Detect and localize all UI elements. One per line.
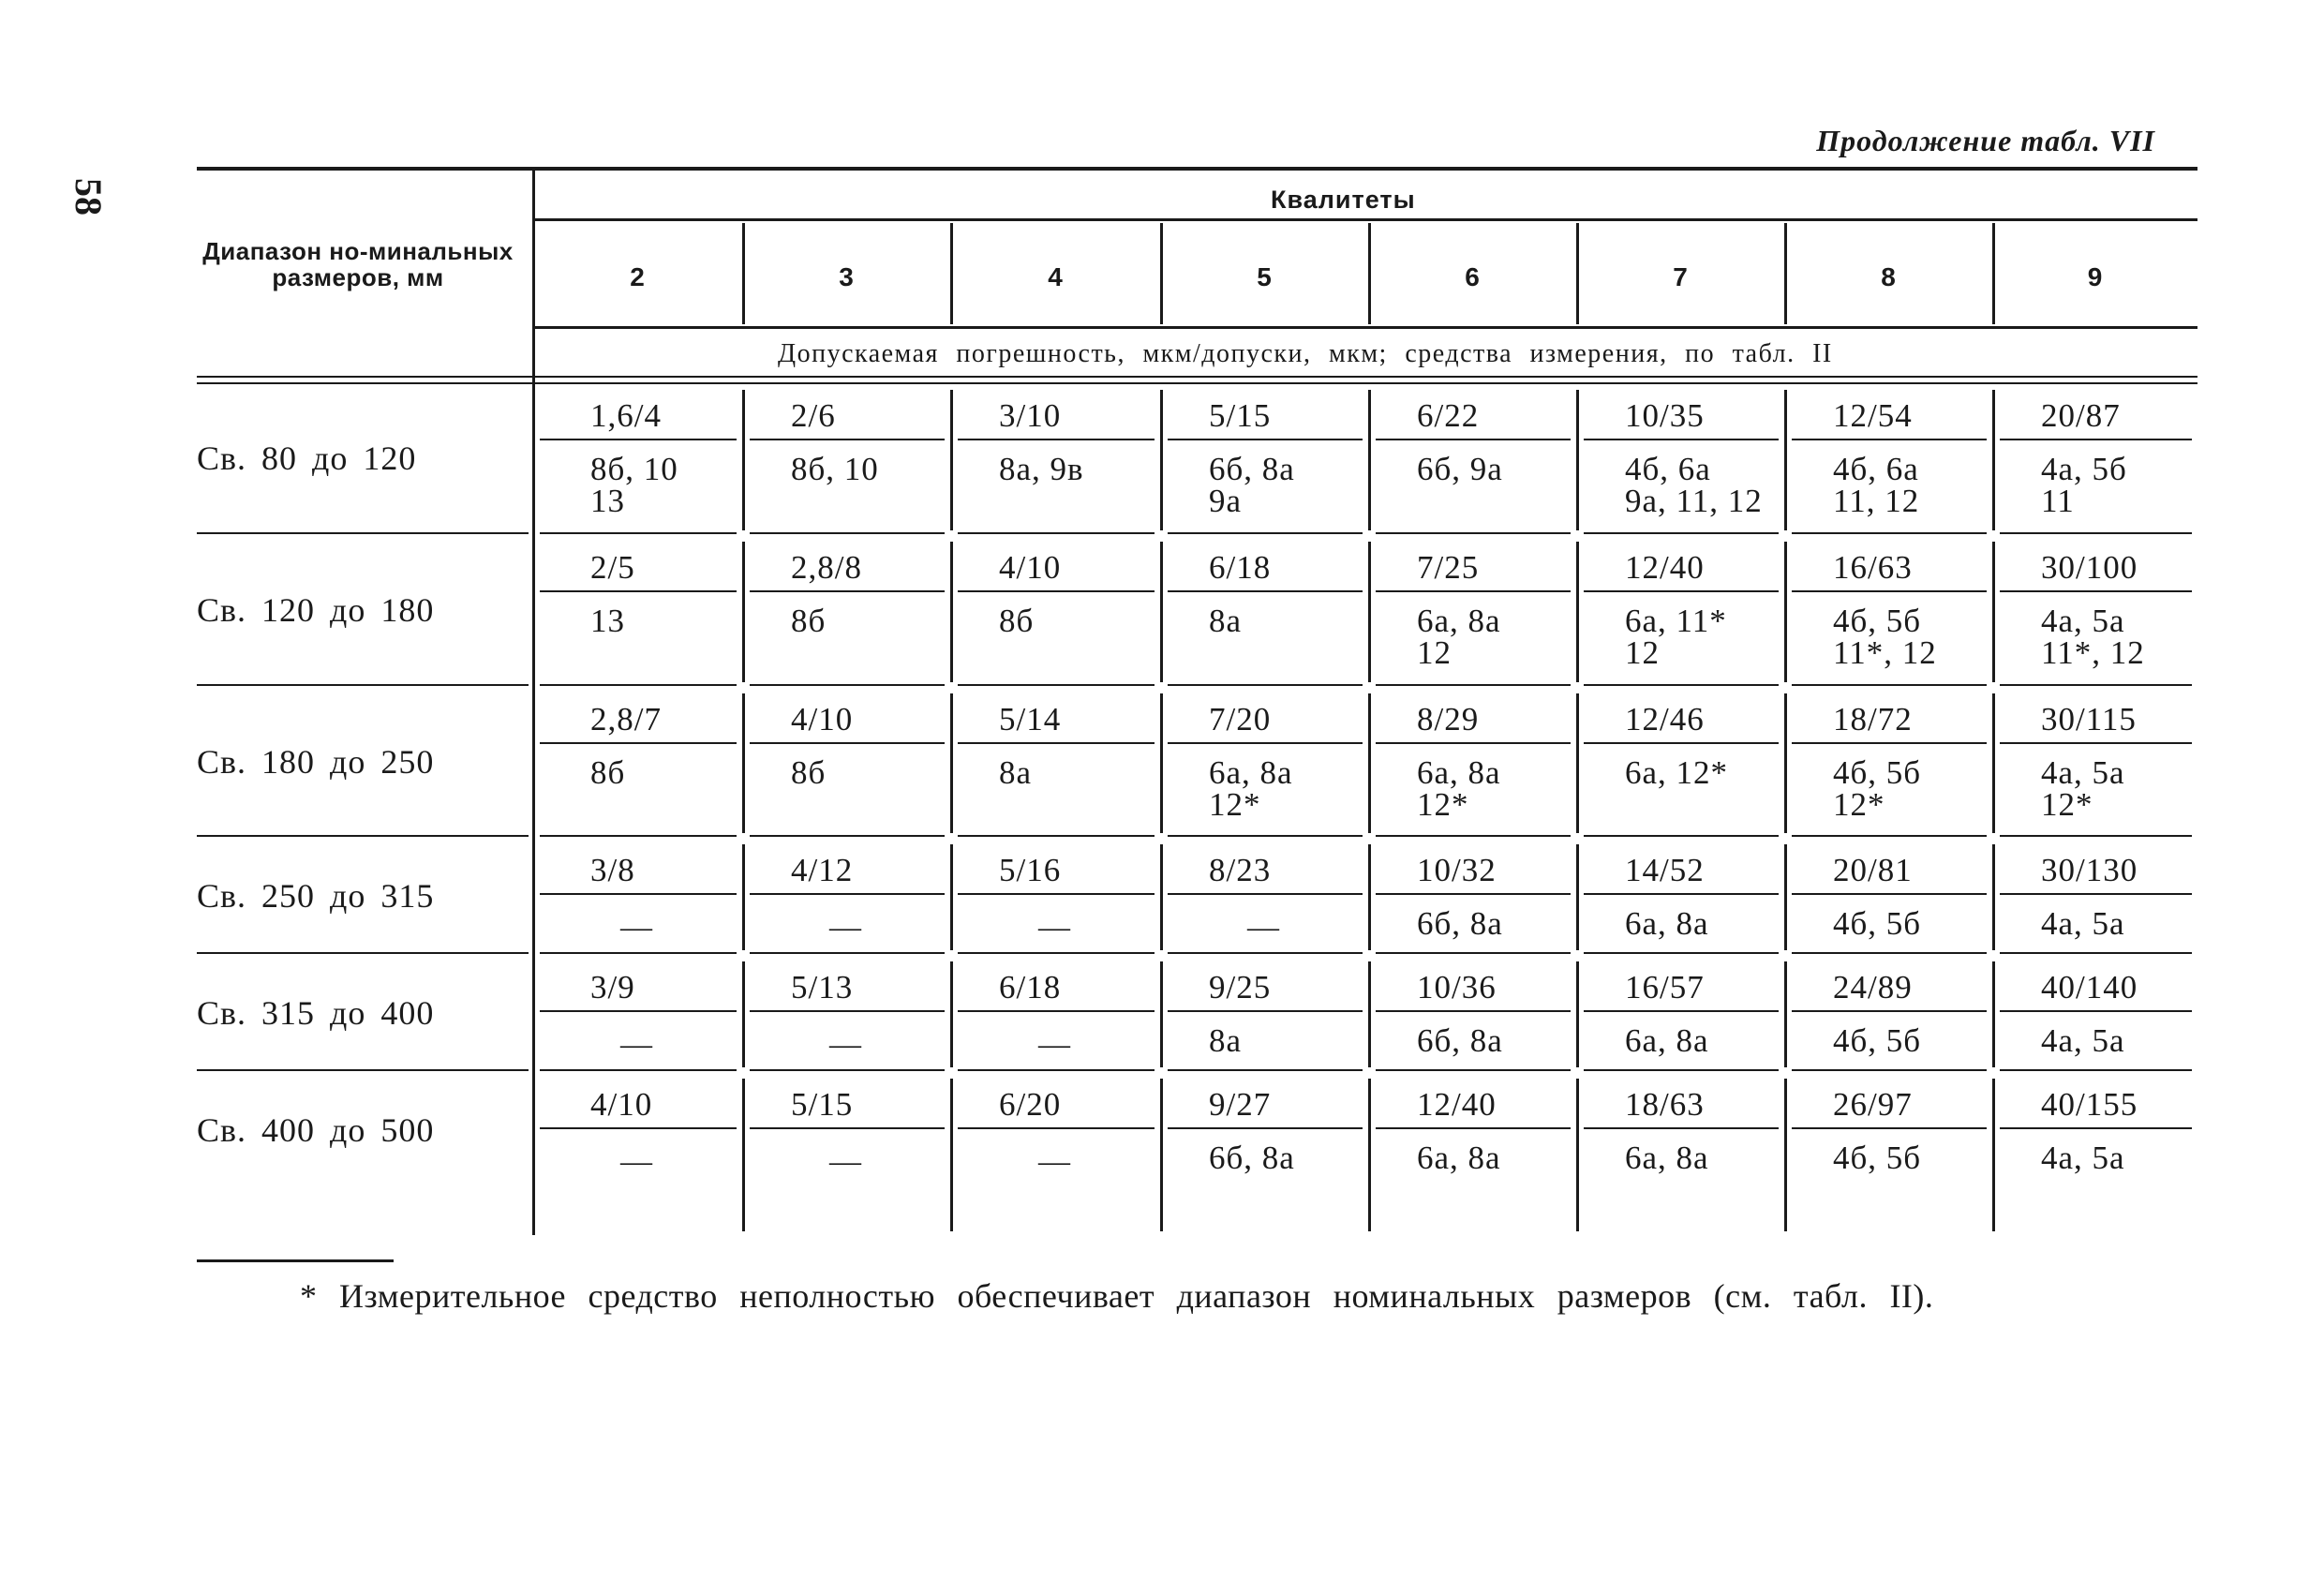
- measurement-means: 6а, 8а: [1625, 1022, 1709, 1059]
- tolerance-value: 9/27: [1209, 1086, 1272, 1123]
- range-label: Св. 120 до 180: [197, 591, 435, 629]
- tolerance-value: 40/140: [2041, 969, 2138, 1006]
- rule-line: [750, 684, 945, 686]
- column-divider: [1160, 1079, 1163, 1231]
- column-divider: [950, 542, 953, 682]
- subheader-measurement-note: Допускаемая погрешность, мкм/допуски, мкм; средства измерения, по табл. II: [778, 339, 1833, 368]
- quality-header-7: 7: [1673, 262, 1688, 291]
- page-number: 58: [67, 178, 110, 216]
- rule-line: [1584, 590, 1779, 592]
- rule-line: [197, 167, 2197, 171]
- column-divider: [1160, 961, 1163, 1067]
- tolerance-value: 20/87: [2041, 397, 2121, 434]
- tolerance-value: 30/130: [2041, 852, 2138, 888]
- tolerance-value: 5/13: [791, 969, 854, 1006]
- rule-line: [1792, 1010, 1987, 1012]
- rule-line: [1584, 1127, 1779, 1129]
- column-divider: [1992, 693, 1995, 833]
- quality-header-3: 3: [839, 262, 854, 291]
- tolerance-value: 18/72: [1833, 701, 1913, 737]
- table-continuation-caption: Продолжение табл. VII: [1816, 124, 2155, 157]
- measurement-means: 6а, 8а 12: [1417, 603, 1501, 671]
- column-divider: [950, 1079, 953, 1231]
- tolerance-value: 12/46: [1625, 701, 1705, 737]
- empty-dash: —: [829, 910, 861, 945]
- rule-line: [958, 952, 1155, 954]
- rule-line: [750, 835, 945, 837]
- rule-line: [750, 1069, 945, 1071]
- rule-line: [540, 742, 737, 744]
- tolerance-value: 6/18: [999, 969, 1062, 1006]
- measurement-means: 4б, 5б: [1833, 1140, 1922, 1176]
- column-divider: [1576, 390, 1579, 530]
- tolerance-value: 30/100: [2041, 549, 2138, 586]
- tolerance-value: 6/20: [999, 1086, 1062, 1123]
- tolerance-value: 2,8/8: [791, 549, 862, 586]
- rule-line: [1792, 1127, 1987, 1129]
- column-divider: [1576, 961, 1579, 1067]
- rule-line: [1376, 1010, 1571, 1012]
- rule-line: [1168, 439, 1363, 440]
- measurement-means: 4б, 6а 9а, 11, 12: [1625, 451, 1763, 519]
- rule-line: [1168, 893, 1363, 895]
- measurement-means: 8б: [999, 603, 1035, 639]
- tolerance-value: 12/40: [1625, 549, 1705, 586]
- rule-line: [1168, 684, 1363, 686]
- quality-header-6: 6: [1465, 262, 1480, 291]
- column-divider: [1576, 542, 1579, 682]
- column-divider: [1160, 693, 1163, 833]
- rule-line: [197, 1069, 529, 1071]
- rule-line: [750, 742, 945, 744]
- measurement-means: 4б, 5б: [1833, 1022, 1922, 1059]
- column-divider: [1368, 223, 1371, 324]
- quality-header-9: 9: [2087, 262, 2103, 291]
- column-divider: [1784, 542, 1787, 682]
- rule-line: [1376, 1069, 1571, 1071]
- rule-line: [1168, 532, 1363, 534]
- rule-line: [750, 590, 945, 592]
- rule-line: [750, 893, 945, 895]
- rule-line: [750, 952, 945, 954]
- range-label: Св. 315 до 400: [197, 994, 435, 1032]
- tolerance-value: 10/35: [1625, 397, 1705, 434]
- rule-line: [540, 590, 737, 592]
- rule-line: [540, 532, 737, 534]
- column-divider: [1368, 390, 1371, 530]
- column-divider: [1160, 390, 1163, 530]
- rule-line: [1168, 835, 1363, 837]
- column-divider: [1160, 223, 1163, 324]
- tolerance-value: 2/6: [791, 397, 836, 434]
- tolerance-value: 5/14: [999, 701, 1062, 737]
- measurement-means: 8а: [1209, 603, 1243, 639]
- tolerance-value: 8/23: [1209, 852, 1272, 888]
- column-divider: [1992, 1079, 1995, 1231]
- measurement-means: 8б, 10 13: [590, 451, 678, 519]
- quality-header-8: 8: [1881, 262, 1896, 291]
- rule-line: [2000, 893, 2192, 895]
- column-divider: [1992, 844, 1995, 950]
- column-divider: [532, 167, 535, 1235]
- tolerance-value: 2,8/7: [590, 701, 662, 737]
- rule-line: [1584, 532, 1779, 534]
- rule-line: [1584, 684, 1779, 686]
- rule-line: [750, 439, 945, 440]
- empty-dash: —: [620, 1144, 652, 1179]
- column-divider: [950, 693, 953, 833]
- measurement-means: 6а, 8а: [1417, 1140, 1501, 1176]
- empty-dash: —: [1038, 1027, 1070, 1062]
- qualities-title: Квалитеты: [1271, 186, 1416, 214]
- rule-line: [1584, 835, 1779, 837]
- range-column-header: Диапазон но-минальных размеров, мм: [202, 237, 514, 291]
- tolerance-value: 12/54: [1833, 397, 1913, 434]
- footnote: * Измерительное средство неполностью обеспечивает диапазон номинальных размеров (см. табл. II).: [300, 1277, 1934, 1315]
- column-divider: [1784, 844, 1787, 950]
- column-divider: [950, 390, 953, 530]
- rule-line: [197, 382, 2197, 384]
- measurement-means: 4а, 5а 12*: [2041, 754, 2125, 823]
- empty-dash: —: [1038, 910, 1070, 945]
- rule-line: [532, 326, 2197, 329]
- measurement-means: 6а, 12*: [1625, 754, 1729, 791]
- rule-line: [1168, 1069, 1363, 1071]
- measurement-means: 4б, 5б 11*, 12: [1833, 603, 1937, 671]
- tolerance-value: 4/10: [791, 701, 854, 737]
- tolerance-value: 2/5: [590, 549, 635, 586]
- column-divider: [950, 223, 953, 324]
- column-divider: [742, 223, 745, 324]
- rule-line: [1584, 893, 1779, 895]
- measurement-means: 13: [590, 603, 625, 639]
- measurement-means: 4а, 5а: [2041, 1022, 2125, 1059]
- column-divider: [1992, 390, 1995, 530]
- column-divider: [742, 961, 745, 1067]
- column-divider: [742, 542, 745, 682]
- tolerance-value: 18/63: [1625, 1086, 1705, 1123]
- tolerance-value: 5/15: [791, 1086, 854, 1123]
- empty-dash: —: [1247, 910, 1279, 945]
- rule-line: [958, 742, 1155, 744]
- rule-line: [958, 684, 1155, 686]
- tolerance-value: 5/15: [1209, 397, 1272, 434]
- rule-line: [2000, 532, 2192, 534]
- column-divider: [742, 1079, 745, 1231]
- rule-line: [1376, 835, 1571, 837]
- tolerance-value: 16/63: [1833, 549, 1913, 586]
- measurement-means: 6б, 8а: [1417, 1022, 1503, 1059]
- footnote-rule: [197, 1259, 394, 1262]
- rule-line: [2000, 1069, 2192, 1071]
- rule-line: [1792, 1069, 1987, 1071]
- column-divider: [1784, 223, 1787, 324]
- rule-line: [2000, 1010, 2192, 1012]
- tolerance-value: 7/25: [1417, 549, 1480, 586]
- rule-line: [197, 376, 2197, 378]
- tolerance-value: 26/97: [1833, 1086, 1913, 1123]
- column-divider: [1160, 844, 1163, 950]
- measurement-means: 8б: [791, 603, 827, 639]
- rule-line: [958, 1069, 1155, 1071]
- rule-line: [2000, 439, 2192, 440]
- rule-line: [750, 1127, 945, 1129]
- column-divider: [742, 390, 745, 530]
- rule-line: [2000, 742, 2192, 744]
- measurement-means: 4б, 6а 11, 12: [1833, 451, 1920, 519]
- column-divider: [1992, 961, 1995, 1067]
- rule-line: [1168, 1010, 1363, 1012]
- measurement-means: 6б, 8а 9а: [1209, 451, 1295, 519]
- rule-line: [1792, 835, 1987, 837]
- range-label: Св. 250 до 315: [197, 877, 435, 915]
- rule-line: [540, 1127, 737, 1129]
- column-divider: [1784, 390, 1787, 530]
- quality-header-5: 5: [1257, 262, 1272, 291]
- tolerance-value: 20/81: [1833, 852, 1913, 888]
- rule-line: [1168, 1127, 1363, 1129]
- measurement-means: 6а, 8а 12*: [1417, 754, 1501, 823]
- column-divider: [1992, 542, 1995, 682]
- tolerance-value: 24/89: [1833, 969, 1913, 1006]
- tolerance-value: 8/29: [1417, 701, 1480, 737]
- tolerance-value: 14/52: [1625, 852, 1705, 888]
- column-divider: [950, 844, 953, 950]
- tolerance-value: 30/115: [2041, 701, 2137, 737]
- tolerance-value: 6/22: [1417, 397, 1480, 434]
- measurement-means: 4а, 5а: [2041, 905, 2125, 942]
- rule-line: [1792, 952, 1987, 954]
- tolerance-value: 10/32: [1417, 852, 1497, 888]
- tolerance-value: 16/57: [1625, 969, 1705, 1006]
- rule-line: [1792, 439, 1987, 440]
- column-divider: [742, 844, 745, 950]
- empty-dash: —: [829, 1027, 861, 1062]
- column-divider: [1368, 542, 1371, 682]
- rule-line: [1376, 590, 1571, 592]
- tolerance-value: 4/10: [999, 549, 1062, 586]
- empty-dash: —: [620, 1027, 652, 1062]
- column-divider: [1576, 844, 1579, 950]
- column-divider: [1576, 693, 1579, 833]
- rule-line: [958, 1127, 1155, 1129]
- measurement-means: 6б, 9а: [1417, 451, 1503, 487]
- rule-line: [540, 684, 737, 686]
- column-divider: [742, 693, 745, 833]
- rule-line: [1792, 742, 1987, 744]
- rule-line: [1168, 590, 1363, 592]
- column-divider: [1576, 1079, 1579, 1231]
- rule-line: [540, 893, 737, 895]
- rule-line: [2000, 952, 2192, 954]
- tolerance-value: 40/155: [2041, 1086, 2138, 1123]
- rule-line: [958, 835, 1155, 837]
- rule-line: [197, 532, 529, 534]
- rule-line: [1376, 439, 1571, 440]
- measurement-means: 8б, 10: [791, 451, 879, 487]
- tolerance-value: 4/12: [791, 852, 854, 888]
- rule-line: [958, 893, 1155, 895]
- rule-line: [1584, 952, 1779, 954]
- tolerance-value: 10/36: [1417, 969, 1497, 1006]
- rule-line: [958, 439, 1155, 440]
- range-label: Св. 80 до 120: [197, 439, 417, 477]
- empty-dash: —: [620, 910, 652, 945]
- measurement-means: 6б, 8а: [1417, 905, 1503, 942]
- rule-line: [1376, 893, 1571, 895]
- measurement-means: 8а, 9в: [999, 451, 1084, 487]
- tolerance-value: 7/20: [1209, 701, 1272, 737]
- measurement-means: 6а, 11* 12: [1625, 603, 1727, 671]
- rule-line: [1376, 952, 1571, 954]
- rule-line: [750, 532, 945, 534]
- column-divider: [1784, 961, 1787, 1067]
- column-divider: [1368, 693, 1371, 833]
- rule-line: [958, 1010, 1155, 1012]
- column-divider: [1368, 1079, 1371, 1231]
- rule-line: [2000, 684, 2192, 686]
- measurement-means: 8б: [590, 754, 626, 791]
- rule-line: [197, 835, 529, 837]
- rule-line: [1584, 1010, 1779, 1012]
- rule-line: [1376, 1127, 1571, 1129]
- rule-line: [1584, 742, 1779, 744]
- rule-line: [540, 439, 737, 440]
- column-divider: [1784, 1079, 1787, 1231]
- column-divider: [1160, 542, 1163, 682]
- rule-line: [1168, 742, 1363, 744]
- column-divider: [1992, 223, 1995, 324]
- rule-line: [1376, 532, 1571, 534]
- column-divider: [1368, 961, 1371, 1067]
- rule-line: [2000, 835, 2192, 837]
- tolerance-value: 5/16: [999, 852, 1062, 888]
- range-label: Св. 180 до 250: [197, 743, 435, 781]
- rule-line: [540, 835, 737, 837]
- measurement-means: 8а: [1209, 1022, 1243, 1059]
- tolerance-value: 12/40: [1417, 1086, 1497, 1123]
- measurement-means: 4а, 5б 11: [2041, 451, 2127, 519]
- empty-dash: —: [829, 1144, 861, 1179]
- rule-line: [1792, 590, 1987, 592]
- tolerance-value: 3/10: [999, 397, 1062, 434]
- measurement-means: 6а, 8а: [1625, 905, 1709, 942]
- measurement-means: 4б, 5б: [1833, 905, 1922, 942]
- measurement-means: 4а, 5а 11*, 12: [2041, 603, 2145, 671]
- rule-line: [540, 952, 737, 954]
- rule-line: [532, 218, 2197, 221]
- rule-line: [197, 684, 529, 686]
- column-divider: [1368, 844, 1371, 950]
- measurement-means: 8а: [999, 754, 1033, 791]
- column-divider: [1576, 223, 1579, 324]
- measurement-means: 6б, 8а: [1209, 1140, 1295, 1176]
- tolerance-value: 9/25: [1209, 969, 1272, 1006]
- rule-line: [540, 1069, 737, 1071]
- rule-line: [750, 1010, 945, 1012]
- rule-line: [958, 590, 1155, 592]
- rule-line: [2000, 1127, 2192, 1129]
- tolerance-value: 1,6/4: [590, 397, 662, 434]
- rule-line: [1792, 532, 1987, 534]
- rule-line: [958, 532, 1155, 534]
- measurement-means: 4б, 5б 12*: [1833, 754, 1922, 823]
- rule-line: [1792, 893, 1987, 895]
- measurement-means: 6а, 8а 12*: [1209, 754, 1293, 823]
- rule-line: [1792, 684, 1987, 686]
- measurement-means: 6а, 8а: [1625, 1140, 1709, 1176]
- rule-line: [540, 1010, 737, 1012]
- tolerance-value: 3/9: [590, 969, 635, 1006]
- quality-header-4: 4: [1048, 262, 1063, 291]
- measurement-means: 4а, 5а: [2041, 1140, 2125, 1176]
- rule-line: [1584, 1069, 1779, 1071]
- empty-dash: —: [1038, 1144, 1070, 1179]
- range-label: Св. 400 до 500: [197, 1111, 435, 1149]
- rule-line: [1376, 684, 1571, 686]
- tolerance-value: 4/10: [590, 1086, 653, 1123]
- rule-line: [1584, 439, 1779, 440]
- rule-line: [1168, 952, 1363, 954]
- rule-line: [197, 952, 529, 954]
- measurement-means: 8б: [791, 754, 827, 791]
- rule-line: [2000, 590, 2192, 592]
- quality-header-2: 2: [630, 262, 645, 291]
- tolerance-value: 3/8: [590, 852, 635, 888]
- column-divider: [1784, 693, 1787, 833]
- rule-line: [1376, 742, 1571, 744]
- column-divider: [950, 961, 953, 1067]
- tolerance-value: 6/18: [1209, 549, 1272, 586]
